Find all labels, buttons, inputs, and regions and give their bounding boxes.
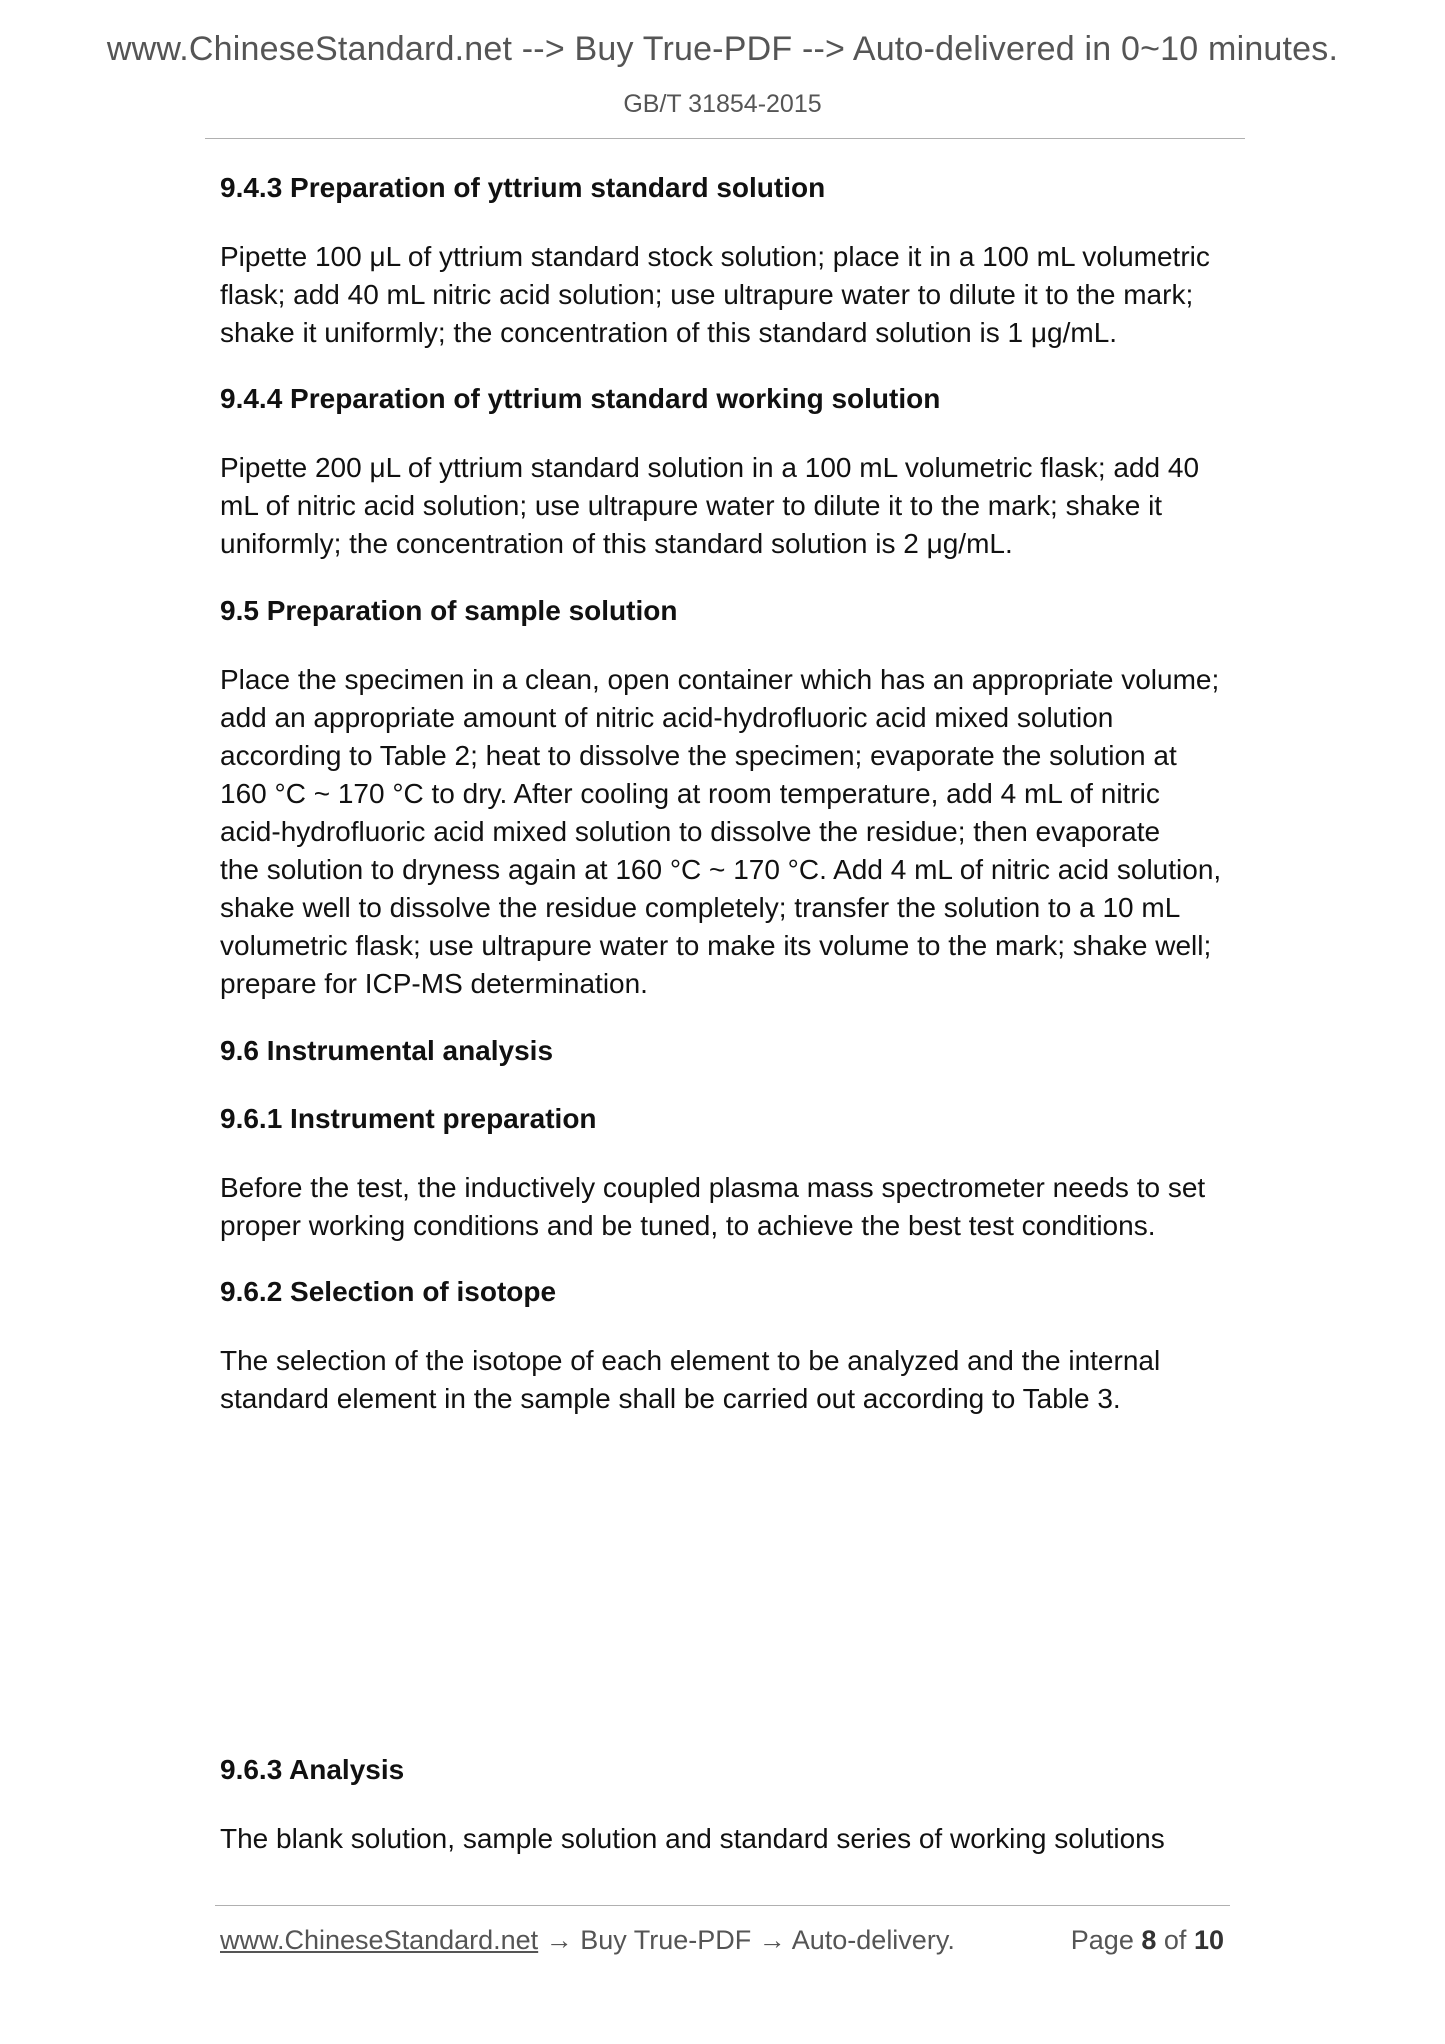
- footer-divider: [215, 1905, 1230, 1906]
- heading-9-4-3: 9.4.3 Preparation of yttrium standard solution: [220, 172, 826, 203]
- page-indicator: [1071, 1925, 1224, 1956]
- text-line: Pipette 200 μL of yttrium standard solution in a 100 mL volumetric flask; add 40: [220, 452, 1200, 483]
- text-line: acid-hydrofluoric acid mixed solution to dissolve the residue; then evaporate: [220, 816, 1161, 847]
- heading-9-6-3: 9.6.3 Analysis: [220, 1754, 405, 1785]
- page-total: 10: [1193, 1925, 1224, 1955]
- header-divider: [205, 138, 1245, 139]
- text-line: uniformly; the concentration of this standard solution is 2 μg/mL.: [220, 528, 1013, 559]
- page-label: Page: [1070, 1925, 1134, 1955]
- text-line: Pipette 100 μL of yttrium standard stock solution; place it in a 100 mL volumetric: [220, 241, 1210, 272]
- text-line: add an appropriate amount of nitric acid-hydrofluoric acid mixed solution: [220, 702, 1114, 733]
- text-line: The selection of the isotope of each element to be analyzed and the internal: [220, 1345, 1161, 1376]
- paragraph-9-6-2: [220, 1342, 1235, 1418]
- text-line: Place the specimen in a clean, open container which has an appropriate volume;: [220, 664, 1220, 695]
- text-line: proper working conditions and be tuned, to achieve the best test conditions.: [220, 1210, 1156, 1241]
- text-line: shake well to dissolve the residue completely; transfer the solution to a 10 mL: [220, 892, 1181, 923]
- text-line: The blank solution, sample solution and standard series of working solutions: [220, 1823, 1165, 1854]
- paragraph-9-4-4: [220, 449, 1235, 563]
- footer-tagline: → Buy True-PDF → Auto-delivery.: [538, 1925, 955, 1955]
- footer-site-link[interactable]: www.ChineseStandard.net: [220, 1925, 539, 1955]
- heading-9-6: 9.6 Instrumental analysis: [220, 1035, 554, 1066]
- text-line: flask; add 40 mL nitric acid solution; use ultrapure water to dilute it to the mark;: [220, 279, 1194, 310]
- paragraph-9-4-3: [220, 238, 1235, 352]
- standard-code: GB/T 31854-2015: [623, 90, 822, 118]
- text-line: shake it uniformly; the concentration of this standard solution is 1 μg/mL.: [220, 317, 1118, 348]
- text-line: prepare for ICP-MS determination.: [220, 968, 648, 999]
- heading-9-6-2: 9.6.2 Selection of isotope: [220, 1276, 557, 1307]
- paragraph-9-6-3: [220, 1820, 1235, 1858]
- text-line: Before the test, the inductively coupled plasma mass spectrometer needs to set: [220, 1172, 1206, 1203]
- text-line: mL of nitric acid solution; use ultrapure water to dilute it to the mark; shake it: [220, 490, 1163, 521]
- footer: [220, 1925, 1230, 1956]
- text-line: the solution to dryness again at 160 °C ~ 170 °C. Add 4 mL of nitric acid solution,: [220, 854, 1222, 885]
- top-banner: www.ChineseStandard.net --> Buy True-PDF --> Auto-delivered in 0~10 minutes.: [106, 30, 1339, 68]
- heading-9-5: 9.5 Preparation of sample solution: [220, 595, 678, 626]
- text-line: according to Table 2; heat to dissolve the specimen; evaporate the solution at: [220, 740, 1177, 771]
- heading-9-6-1: 9.6.1 Instrument preparation: [220, 1103, 597, 1134]
- paragraph-9-5: [220, 661, 1235, 1003]
- paragraph-9-6-1: [220, 1169, 1235, 1245]
- text-line: volumetric flask; use ultrapure water to make its volume to the mark; shake well;: [220, 930, 1212, 961]
- text-line: 160 °C ~ 170 °C to dry. After cooling at room temperature, add 4 mL of nitric: [220, 778, 1160, 809]
- heading-9-4-4: 9.4.4 Preparation of yttrium standard working solution: [220, 383, 941, 414]
- of-label: of: [1163, 1925, 1187, 1955]
- text-line: standard element in the sample shall be carried out according to Table 3.: [220, 1383, 1121, 1414]
- page-number: 8: [1141, 1925, 1157, 1955]
